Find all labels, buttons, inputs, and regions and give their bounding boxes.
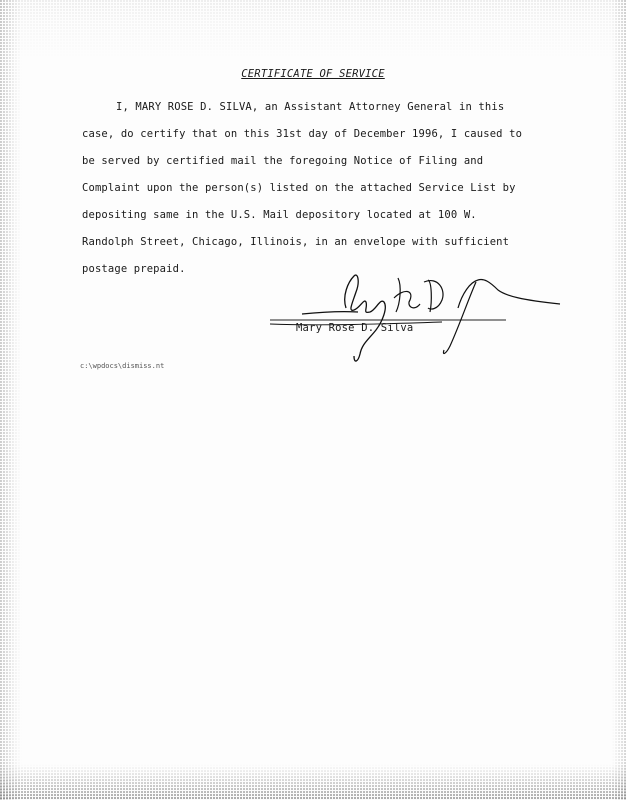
scan-noise-bottom (0, 764, 626, 800)
scan-noise-top (0, 0, 626, 60)
body-line: Complaint upon the person(s) listed on the attached Service List by (82, 182, 516, 194)
body-line: Randolph Street, Chicago, Illinois, in an envelope with sufficient (82, 236, 510, 248)
scan-noise-left (0, 0, 22, 800)
body-line: be served by certified mail the foregoing Notice of Filing and (82, 155, 484, 167)
handwritten-signature (262, 268, 572, 368)
body-line: case, do certify that on this 31st day of December 1996, I caused to (82, 128, 523, 140)
certificate-body (82, 94, 552, 283)
body-line: depositing same in the U.S. Mail depository located at 100 W. (82, 209, 477, 221)
document-title-text: CERTIFICATE OF SERVICE (241, 68, 385, 80)
scan-noise-right (612, 0, 626, 800)
body-line: postage prepaid. (82, 263, 186, 275)
body-line: I, MARY ROSE D. SILVA, an Assistant Attorney General in this (116, 101, 505, 113)
file-path-footer: c:\wpdocs\dismiss.nt (80, 362, 165, 370)
signature-block (262, 268, 572, 368)
signer-name: Mary Rose D. Silva (296, 322, 414, 334)
document-title (0, 68, 626, 80)
